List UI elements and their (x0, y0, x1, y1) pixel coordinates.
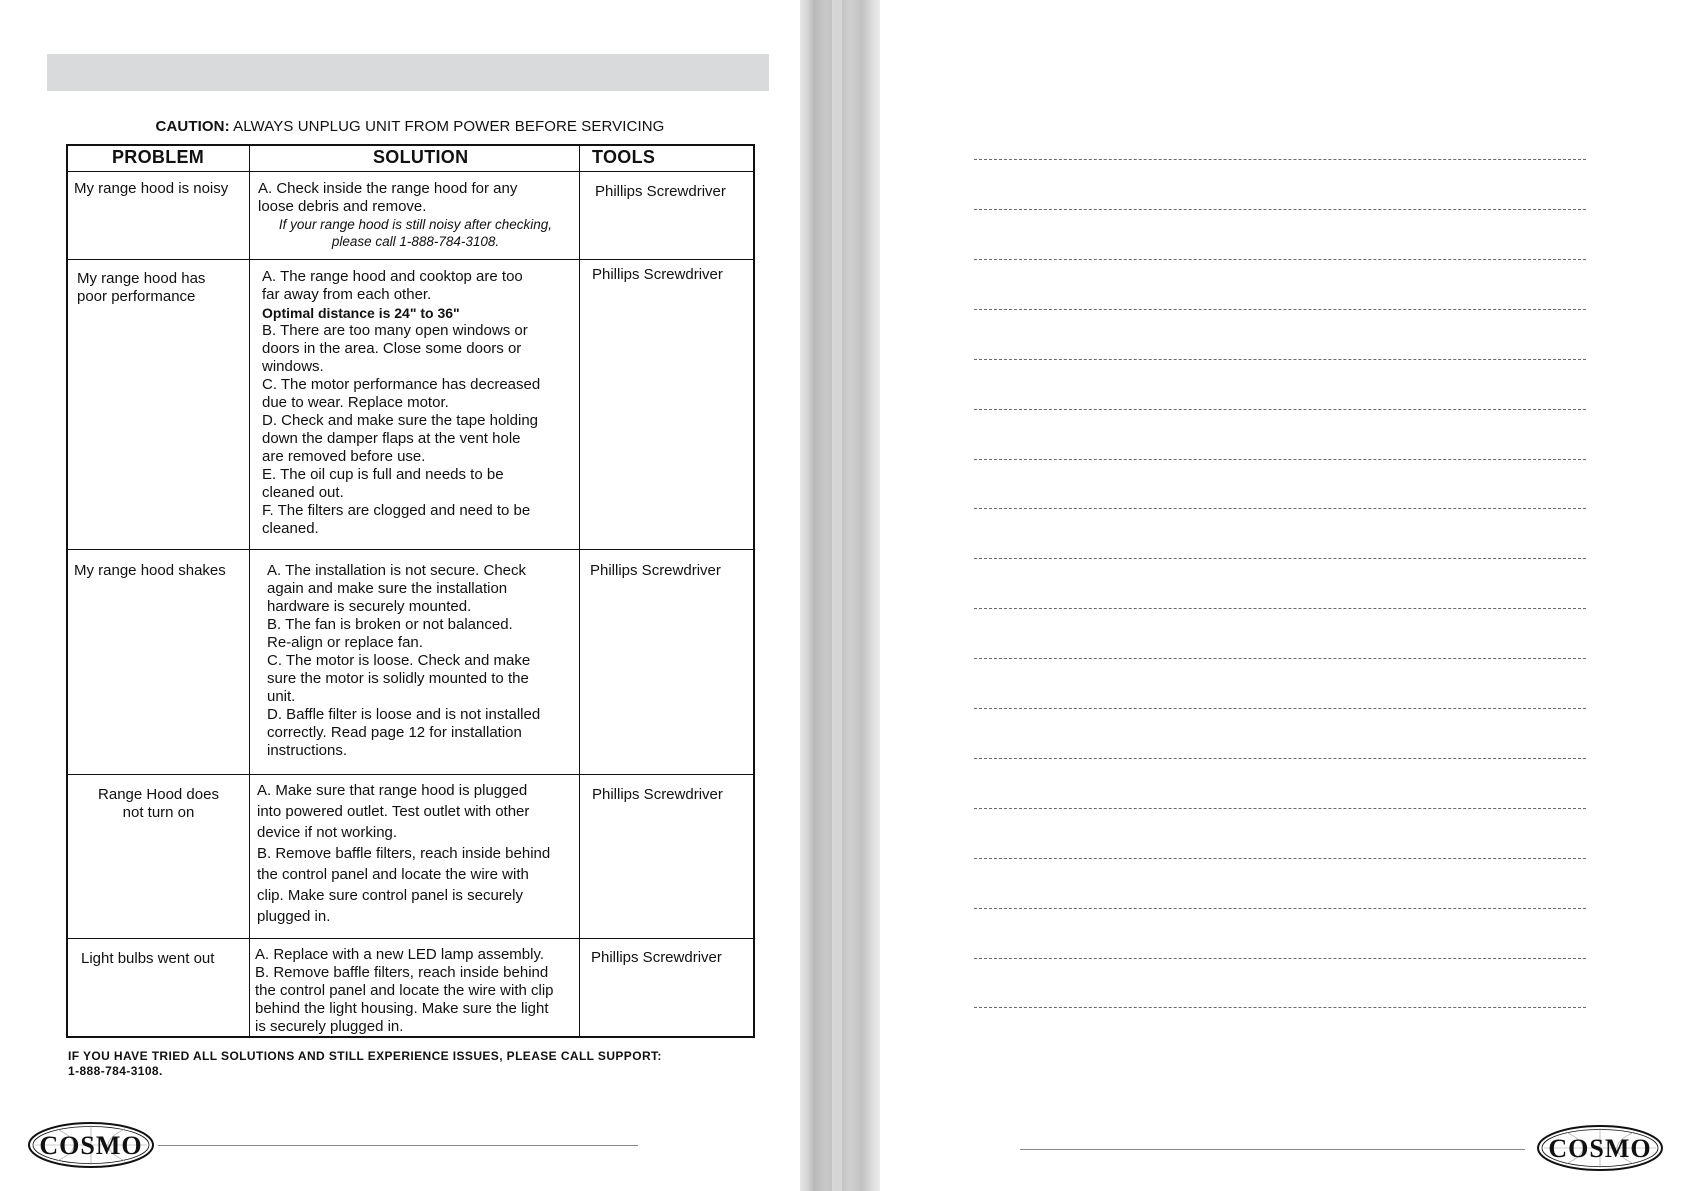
note-line (974, 558, 1586, 559)
note-line (974, 409, 1586, 410)
solution-cell (267, 562, 577, 760)
note-line (974, 808, 1586, 809)
problem-cell: Range Hood does not turn on (98, 786, 219, 821)
solution-line: A. Make sure that range hood is plugged (257, 782, 528, 799)
solution-line: instructions. (267, 742, 348, 759)
support-text: IF YOU HAVE TRIED ALL SOLUTIONS AND STILL EXPERIENCE ISSUES, PLEASE CALL SUPPORT: (68, 1049, 662, 1063)
solution-line: correctly. Read page 12 for installation (267, 724, 522, 741)
row-divider (68, 938, 753, 939)
troubleshooting-table (66, 144, 755, 1038)
solution-line: D. Baffle filter is loose and is not installed (267, 706, 541, 723)
tools-cell: Phillips Screwdriver (591, 949, 722, 966)
solution-cell (258, 180, 573, 250)
solution-cell (262, 268, 577, 538)
solution-line: hardware is securely mounted. (267, 598, 472, 615)
tools-cell: Phillips Screwdriver (592, 266, 723, 283)
solution-line: far away from each other. (262, 286, 432, 303)
note-line: If your range hood is still noisy after checking, (278, 217, 553, 232)
header-solution: SOLUTION (373, 147, 469, 167)
column-divider (579, 146, 580, 1036)
solution-line: again and make sure the installation (267, 580, 508, 597)
solution-line: windows. (262, 358, 324, 375)
note-line (974, 1007, 1586, 1008)
footer-rule-right (1020, 1149, 1525, 1150)
book-binding (800, 0, 880, 1191)
solution-line: B. The fan is broken or not balanced. (267, 616, 513, 633)
solution-line: B. Remove baffle filters, reach inside behind (257, 845, 551, 862)
row-divider (68, 774, 753, 775)
solution-line: clip. Make sure control panel is securely (257, 887, 523, 904)
tools-cell: Phillips Screwdriver (592, 786, 723, 803)
solution-line: the control panel and locate the wire with clip (255, 982, 554, 999)
note-line (974, 758, 1586, 759)
cosmo-logo (27, 1121, 155, 1169)
solution-line: cleaned. (262, 520, 319, 537)
logo-text: COSMO (39, 1131, 143, 1160)
solution-line: D. Check and make sure the tape holding (262, 412, 538, 429)
note-line (974, 459, 1586, 460)
cosmo-logo-right (1536, 1124, 1664, 1172)
row-divider (68, 171, 753, 172)
tools-cell: Phillips Screwdriver (595, 183, 726, 200)
footer-rule (158, 1145, 638, 1146)
note-line (974, 259, 1586, 260)
solution-line: E. The oil cup is full and needs to be (262, 466, 504, 483)
header-problem: PROBLEM (112, 147, 205, 167)
problem-cell: My range hood is noisy (74, 180, 229, 197)
solution-line: is securely plugged in. (255, 1018, 404, 1035)
support-footer (68, 1049, 748, 1079)
row-divider (68, 549, 753, 550)
solution-line: are removed before use. (262, 448, 426, 465)
solution-line: plugged in. (257, 908, 331, 925)
note-line (974, 508, 1586, 509)
solution-line: C. The motor is loose. Check and make (267, 652, 531, 669)
solution-line: F. The filters are clogged and need to be (262, 502, 531, 519)
support-note (258, 217, 573, 250)
problem-cell: My range hood has poor performance (77, 270, 206, 305)
solution-line: cleaned out. (262, 484, 344, 501)
note-line (974, 858, 1586, 859)
note-line (974, 359, 1586, 360)
note-line (974, 608, 1586, 609)
solution-line: sure the motor is solidly mounted to the (267, 670, 529, 687)
solution-line: behind the light housing. Make sure the light (255, 1000, 549, 1017)
solution-line: A. Replace with a new LED lamp assembly. (255, 946, 545, 963)
caution-label: CAUTION: (155, 118, 230, 135)
solution-line: B. There are too many open windows or (262, 322, 528, 339)
solution-cell (255, 946, 577, 1036)
column-divider (249, 146, 250, 1036)
solution-line: A. The installation is not secure. Check (267, 562, 527, 579)
caution-text: ALWAYS UNPLUG UNIT FROM POWER BEFORE SERVICING (229, 118, 665, 135)
caution-notice (65, 118, 755, 135)
header-bar (47, 54, 769, 91)
row-divider (68, 259, 753, 260)
optimal-distance: Optimal distance is 24" to 36" (262, 305, 460, 321)
solution-line: into powered outlet. Test outlet with other (257, 803, 530, 820)
header-tools: TOOLS (592, 147, 656, 167)
solution-line: Re-align or replace fan. (267, 634, 423, 651)
note-line: please call 1-888-784-3108. (331, 233, 500, 249)
solution-line: A. Check inside the range hood for any (258, 180, 518, 197)
left-page (0, 0, 800, 1191)
logo-text: COSMO (1548, 1134, 1652, 1163)
solution-line: unit. (267, 688, 296, 705)
note-line (974, 159, 1586, 160)
solution-line: the control panel and locate the wire with (257, 866, 529, 883)
support-phone: 1-888-784-3108. (68, 1064, 163, 1078)
note-line (974, 958, 1586, 959)
solution-line: B. Remove baffle filters, reach inside behind (255, 964, 549, 981)
note-line (974, 309, 1586, 310)
solution-line: down the damper flaps at the vent hole (262, 430, 521, 447)
tools-cell: Phillips Screwdriver (590, 562, 721, 579)
note-line (974, 708, 1586, 709)
solution-line: device if not working. (257, 824, 398, 841)
solution-line: loose debris and remove. (258, 198, 427, 215)
problem-cell: My range hood shakes (74, 562, 226, 579)
solution-line: A. The range hood and cooktop are too (262, 268, 523, 285)
solution-cell (257, 780, 577, 927)
note-line (974, 908, 1586, 909)
note-line (974, 658, 1586, 659)
solution-line: doors in the area. Close some doors or (262, 340, 522, 357)
problem-cell: Light bulbs went out (81, 950, 215, 967)
solution-line: due to wear. Replace motor. (262, 394, 449, 411)
note-line (974, 209, 1586, 210)
solution-line: C. The motor performance has decreased (262, 376, 541, 393)
